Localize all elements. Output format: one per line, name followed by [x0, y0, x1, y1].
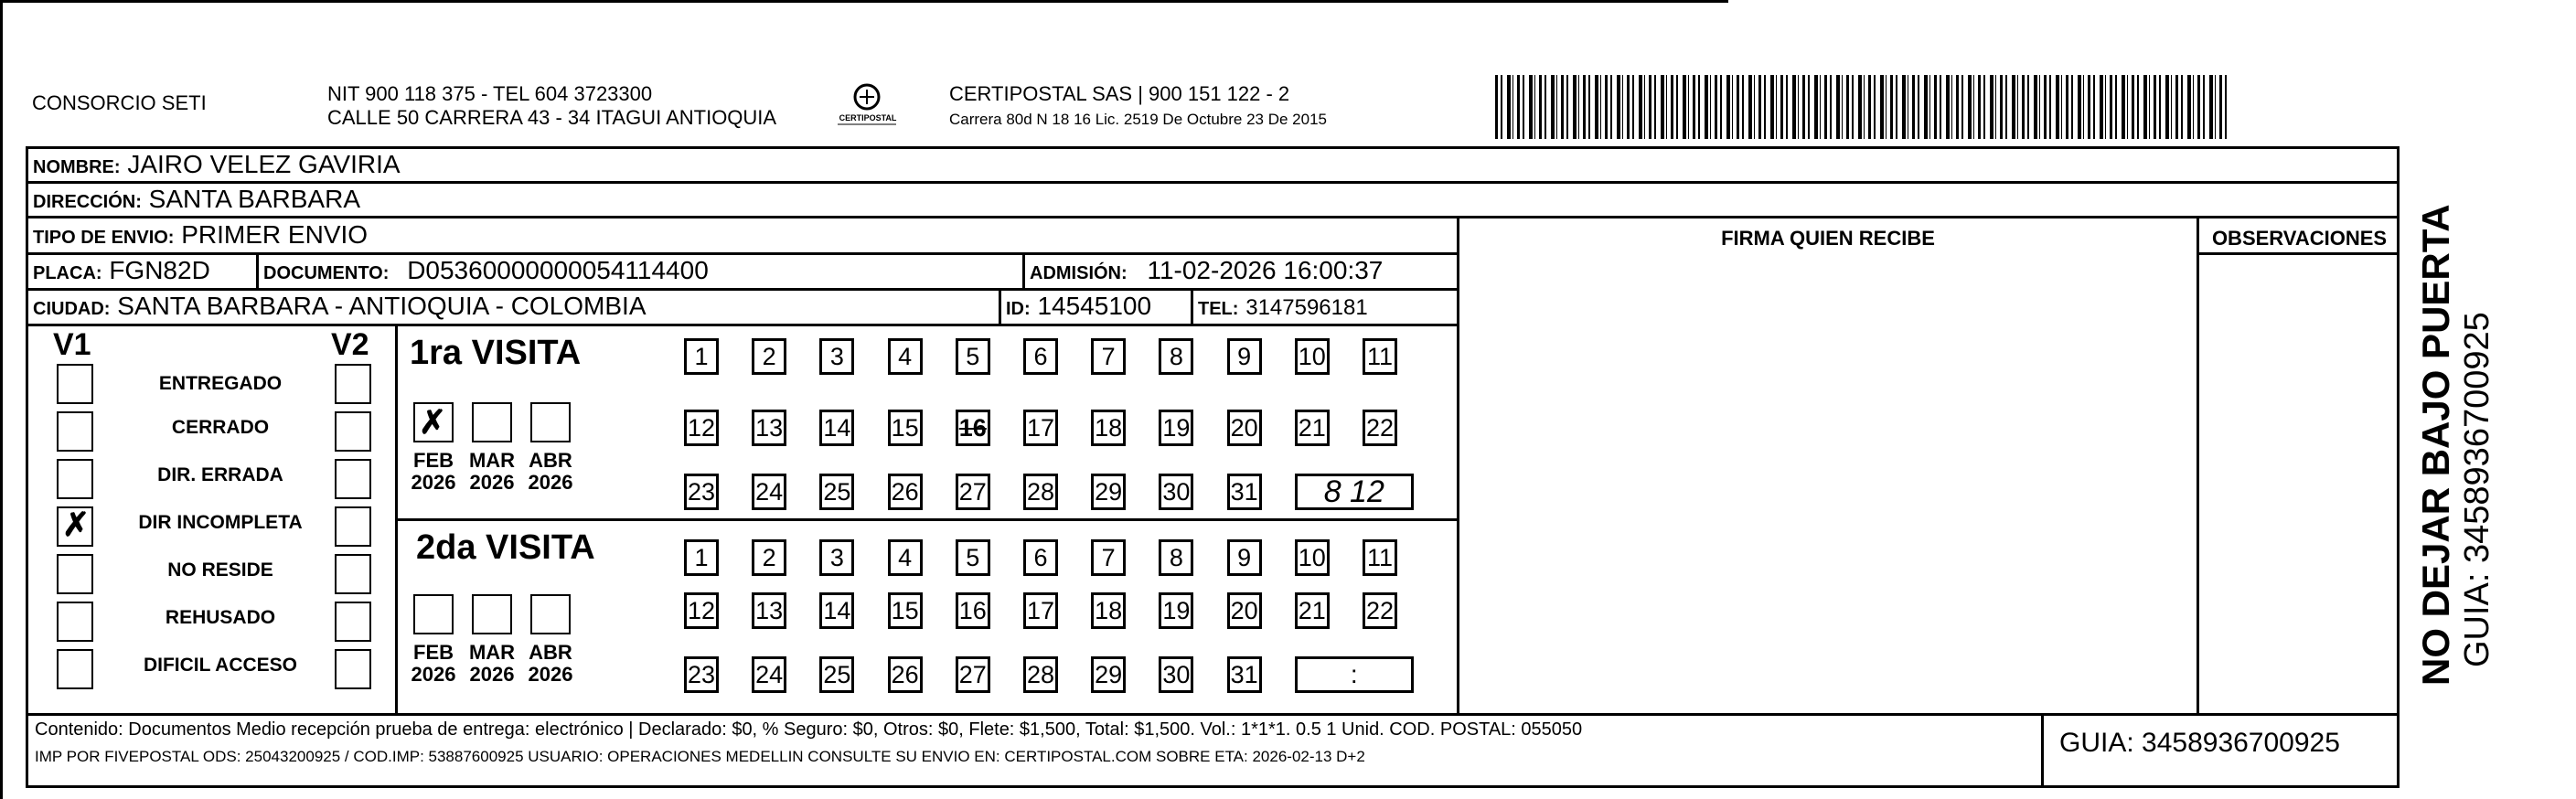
month-checkbox[interactable] — [413, 594, 454, 634]
status-label: NO RESIDE — [167, 559, 273, 581]
observaciones-header: OBSERVACIONES — [2211, 227, 2388, 250]
day-box[interactable]: 29 — [1091, 656, 1126, 693]
v2-checkbox[interactable] — [335, 411, 371, 452]
col-line — [999, 288, 1001, 324]
v1-checkbox[interactable] — [57, 602, 93, 642]
day-box[interactable]: 30 — [1159, 474, 1193, 510]
day-box[interactable]: 15 — [888, 410, 923, 446]
day-box[interactable]: 7 — [1091, 539, 1126, 576]
day-box[interactable]: 13 — [752, 410, 786, 446]
day-box[interactable]: 29 — [1091, 474, 1126, 510]
v2-label: V2 — [331, 327, 369, 362]
tipo-label: TIPO DE ENVIO: — [33, 228, 175, 248]
day-box[interactable]: 8 — [1159, 539, 1193, 576]
day-box[interactable]: 11 — [1363, 539, 1397, 576]
month-label: ABR — [529, 449, 572, 472]
v1-checkbox[interactable] — [57, 364, 93, 404]
day-box[interactable]: 11 — [1363, 338, 1397, 375]
day-box[interactable]: 17 — [1023, 592, 1058, 629]
v1-checkbox[interactable] — [57, 506, 93, 547]
day-box[interactable]: 14 — [819, 410, 854, 446]
col-line — [2041, 713, 2044, 788]
direccion-row — [33, 184, 360, 218]
day-box[interactable]: 5 — [956, 338, 990, 375]
direccion-label: DIRECCIÓN: — [33, 192, 142, 212]
tipo-value: PRIMER ENVIO — [181, 220, 369, 249]
status-label: DIFICIL ACCESO — [143, 655, 297, 676]
day-box[interactable]: 22 — [1363, 592, 1397, 629]
day-box[interactable]: 17 — [1023, 410, 1058, 446]
day-box[interactable]: 4 — [888, 338, 923, 375]
col-line — [1457, 216, 1459, 713]
month-checkbox[interactable] — [530, 402, 571, 442]
year-label: 2026 — [469, 471, 515, 494]
v1-checkbox[interactable] — [57, 554, 93, 594]
v2-checkbox[interactable] — [335, 602, 371, 642]
v1-label: V1 — [53, 327, 91, 362]
day-box[interactable]: 27 — [956, 656, 990, 693]
v2-checkbox[interactable] — [335, 649, 371, 689]
day-box[interactable]: 19 — [1159, 592, 1193, 629]
admision-cell — [1030, 255, 1383, 289]
day-box[interactable]: 25 — [819, 656, 854, 693]
tel-label: TEL: — [1198, 299, 1239, 319]
day-box[interactable]: 19 — [1159, 410, 1193, 446]
v2-checkbox[interactable] — [335, 506, 371, 547]
status-label: DIR INCOMPLETA — [138, 512, 303, 533]
v1-checkbox[interactable] — [57, 411, 93, 452]
day-box[interactable]: 12 — [684, 592, 719, 629]
year-label: 2026 — [528, 663, 573, 686]
footer-guia: GUIA: 3458936700925 — [2059, 728, 2340, 758]
month-label: MAR — [468, 449, 516, 472]
col-line — [256, 252, 259, 288]
id-value: 14545100 — [1037, 292, 1152, 320]
tipo-row — [33, 219, 368, 253]
day-box[interactable]: 3 — [819, 539, 854, 576]
placa-cell — [33, 255, 210, 289]
day-box[interactable]: 8 — [1159, 338, 1193, 375]
day-box[interactable]: 24 — [752, 656, 786, 693]
nit-line: NIT 900 118 375 - TEL 604 3723300 — [327, 82, 653, 105]
year-label: 2026 — [411, 471, 456, 494]
nombre-value: JAIRO VELEZ GAVIRIA — [127, 150, 401, 178]
logo-icon — [834, 79, 900, 133]
visit-divider — [395, 518, 1457, 521]
col-line — [2197, 216, 2199, 713]
day-box[interactable]: 20 — [1227, 410, 1262, 446]
day-box[interactable]: 26 — [888, 656, 923, 693]
v2-checkbox[interactable] — [335, 459, 371, 499]
side-warning: NO DEJAR BAJO PUERTA — [2414, 204, 2457, 686]
v2-checkbox[interactable] — [335, 364, 371, 404]
day-box[interactable]: 23 — [684, 656, 719, 693]
tel-cell — [1198, 291, 1368, 325]
firma-header: FIRMA QUIEN RECIBE — [1721, 227, 1935, 250]
month-label: FEB — [413, 641, 454, 664]
check-mark-icon: ✗ — [62, 506, 91, 543]
year-label: 2026 — [469, 663, 515, 686]
license-line: Carrera 80d N 18 16 Lic. 2519 De Octubre 23 De 2015 — [949, 111, 1327, 128]
day-box[interactable]: 1 — [684, 539, 719, 576]
id-cell — [1006, 291, 1151, 325]
footer-line2: IMP POR FIVEPOSTAL ODS: 25043200925 / COD.IMP: 53887600925 USUARIO: OPERACIONES MEDELLIN CONSULTE SU ENVIO EN: CERTIPOSTAL.COM SOBRE ETA: 2026-02-13 D+2 — [35, 748, 1365, 765]
tel-value: 3147596181 — [1245, 295, 1368, 320]
day-box[interactable]: 2 — [752, 539, 786, 576]
v2-checkbox[interactable] — [335, 554, 371, 594]
day-box[interactable]: 9 — [1227, 539, 1262, 576]
day-box[interactable]: 24 — [752, 474, 786, 510]
day-box[interactable]: 31 — [1227, 656, 1262, 693]
nombre-label: NOMBRE: — [33, 157, 121, 177]
day-box[interactable]: 6 — [1023, 338, 1058, 375]
side-guia: GUIA: 3458936700925 — [2458, 312, 2496, 667]
company-name: CONSORCIO SETI — [32, 91, 207, 114]
day-box[interactable]: 12 — [684, 410, 719, 446]
day-box[interactable]: 21 — [1295, 592, 1330, 629]
month-checkbox[interactable] — [472, 402, 512, 442]
month-label: ABR — [529, 641, 572, 664]
left-edge — [0, 0, 3, 799]
day-box[interactable]: 15 — [888, 592, 923, 629]
day-box[interactable]: 18 — [1091, 410, 1126, 446]
month-label: FEB — [413, 449, 454, 472]
side-vertical — [2414, 174, 2542, 686]
nombre-row — [33, 149, 401, 183]
row-line — [2199, 252, 2400, 255]
placa-value: FGN82D — [109, 256, 210, 284]
top-edge — [0, 0, 1728, 3]
admision-label: ADMISIÓN: — [1030, 263, 1128, 283]
time-box[interactable]: : — [1295, 656, 1414, 693]
row-line — [26, 216, 2400, 218]
v1-checkbox[interactable] — [57, 649, 93, 689]
status-label: ENTREGADO — [158, 373, 283, 394]
documento-value: D05360000000054114400 — [407, 256, 709, 284]
ciudad-cell — [33, 291, 647, 325]
barcode — [1495, 75, 2227, 139]
day-box[interactable]: 3 — [819, 338, 854, 375]
col-line — [1022, 252, 1025, 288]
carrier-line: CERTIPOSTAL SAS | 900 151 122 - 2 — [949, 82, 1290, 105]
first-visit-label: 1ra VISITA — [410, 334, 582, 372]
certipostal-logo — [834, 79, 900, 133]
month-checkbox[interactable] — [472, 594, 512, 634]
check-mark-icon: ✗ — [419, 403, 447, 441]
day-box[interactable]: 25 — [819, 474, 854, 510]
day-box[interactable]: 7 — [1091, 338, 1126, 375]
day-box[interactable]: 6 — [1023, 539, 1058, 576]
documento-cell — [263, 255, 709, 289]
day-box[interactable]: 21 — [1295, 410, 1330, 446]
day-box[interactable]: 1 — [684, 338, 719, 375]
ciudad-value: SANTA BARBARA - ANTIOQUIA - COLOMBIA — [117, 292, 647, 320]
day-box[interactable]: 4 — [888, 539, 923, 576]
id-label: ID: — [1006, 299, 1031, 319]
day-box[interactable]: 16 — [956, 410, 990, 446]
footer-line1: Contenido: Documentos Medio recepción prueba de entrega: electrónico | Declarado: $0, % Seguro: $0, Otros: $0, Flete: $1,500, Total: $1,500. Vol.: 1*1*1. 0.5 1 Unid. COD. POSTAL: 055050 — [35, 719, 1583, 740]
direccion-value: SANTA BARBARA — [148, 185, 360, 213]
month-checkbox[interactable] — [530, 594, 571, 634]
status-label: CERRADO — [171, 417, 270, 438]
placa-label: PLACA: — [33, 263, 102, 283]
day-box[interactable]: 18 — [1091, 592, 1126, 629]
status-label: REHUSADO — [165, 607, 276, 628]
year-label: 2026 — [528, 471, 573, 494]
day-box[interactable]: 27 — [956, 474, 990, 510]
day-box[interactable]: 30 — [1159, 656, 1193, 693]
day-box[interactable]: 5 — [956, 539, 990, 576]
day-box[interactable]: 13 — [752, 592, 786, 629]
day-box[interactable]: 28 — [1023, 656, 1058, 693]
day-box[interactable]: 22 — [1363, 410, 1397, 446]
logo-text: CERTIPOSTAL — [839, 113, 897, 123]
day-box[interactable]: 10 — [1295, 338, 1330, 375]
admision-value: 11-02-2026 16:00:37 — [1147, 256, 1384, 284]
col-line — [1191, 288, 1193, 324]
day-box[interactable]: 14 — [819, 592, 854, 629]
day-box[interactable]: 23 — [684, 474, 719, 510]
day-box[interactable]: 28 — [1023, 474, 1058, 510]
day-box[interactable]: 20 — [1227, 592, 1262, 629]
day-box[interactable]: 10 — [1295, 539, 1330, 576]
day-box[interactable]: 2 — [752, 338, 786, 375]
day-box[interactable]: 9 — [1227, 338, 1262, 375]
month-checkbox[interactable] — [413, 402, 454, 442]
day-box[interactable]: 31 — [1227, 474, 1262, 510]
status-label: DIR. ERRADA — [157, 464, 283, 485]
second-visit-label: 2da VISITA — [416, 528, 595, 567]
month-label: MAR — [468, 641, 516, 664]
day-box[interactable]: 16 — [956, 592, 990, 629]
year-label: 2026 — [411, 663, 456, 686]
address-line: CALLE 50 CARRERA 43 - 34 ITAGUI ANTIOQUIA — [327, 106, 777, 129]
time-box[interactable]: 8 12 — [1295, 474, 1414, 510]
v1-checkbox[interactable] — [57, 459, 93, 499]
documento-label: DOCUMENTO: — [263, 263, 390, 283]
day-box[interactable]: 26 — [888, 474, 923, 510]
ciudad-label: CIUDAD: — [33, 299, 111, 319]
